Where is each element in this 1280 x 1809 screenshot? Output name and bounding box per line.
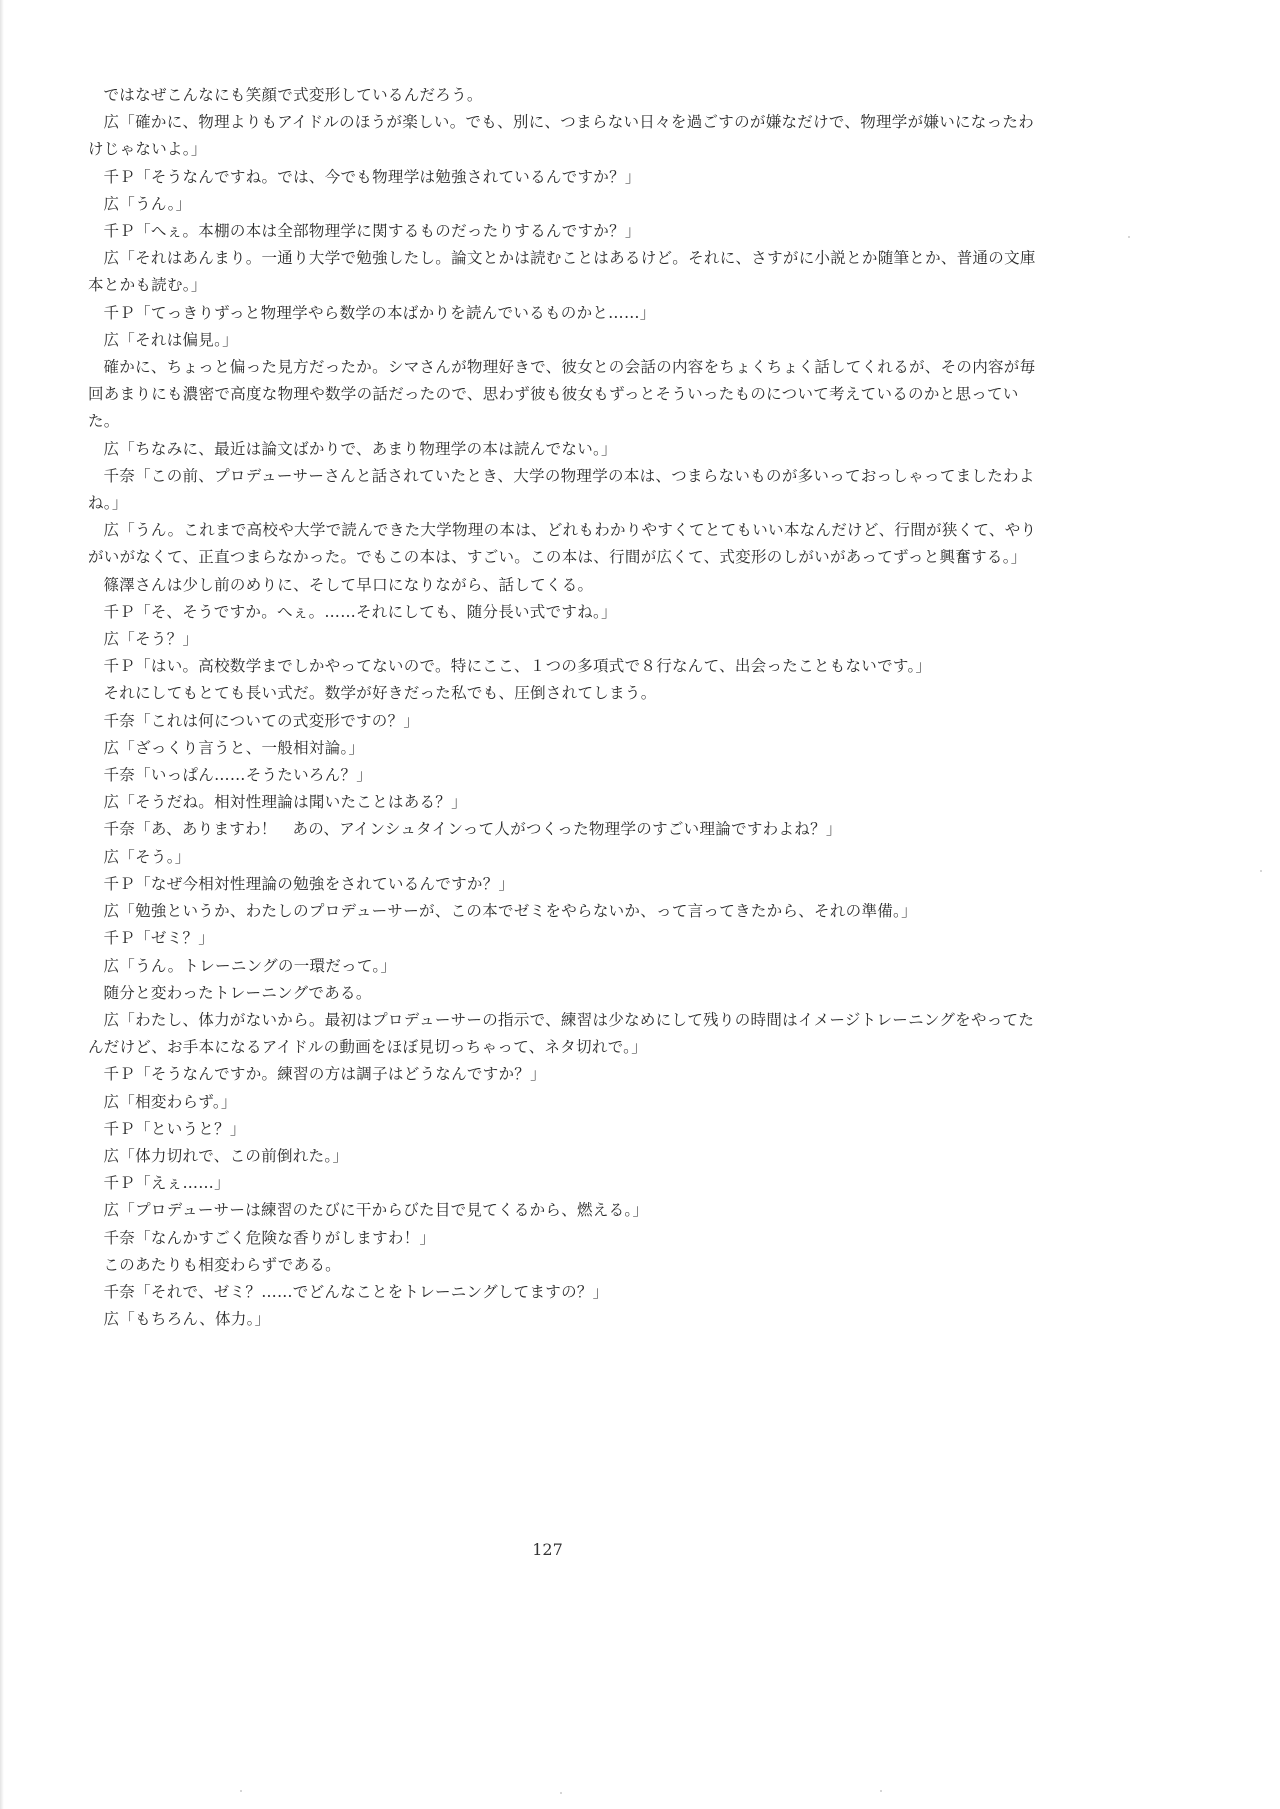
- scan-speck: [880, 1790, 882, 1792]
- text-line: 千Ｐ「ゼミ？」: [103, 929, 215, 948]
- body-text: [88, 82, 1048, 1333]
- scan-speck: [240, 1790, 242, 1792]
- page-number: 127: [532, 1540, 563, 1559]
- text-line: 広「もちろん、体力。」: [103, 1310, 271, 1329]
- text-line: 広「そう？」: [103, 630, 199, 649]
- text-line: 広「ざっくり言うと、一般相対論。」: [103, 738, 365, 757]
- text-line: 広「うん。」: [103, 194, 192, 213]
- text-line: 広「そうだね。相対性理論は聞いたことはある？」: [103, 793, 467, 812]
- text-line: 広「ちなみに、最近は論文ばかりで、あまり物理学の本は読んでない。」: [103, 439, 617, 458]
- text-line: 広「勉強というか、わたしのプロデューサーが、この本でゼミをやらないか、って言ってきたから、それの準備。」: [103, 902, 917, 921]
- text-line: 千奈「あ、ありますわ！ あの、アインシュタインって人がつくった物理学のすごい理論ですわよね？」: [103, 820, 842, 839]
- text-line: 広「うん。これまで高校や大学で読んできた大学物理の本は、どれもわかりやすくてとてもいい本なんだけど、行間が狭くて、やりがいがなくて、正直つまらなかった。でもこの本は、すごい。この本は、行間が広くて、式変形のしがいがあってずっと興奮する。」: [88, 521, 1037, 567]
- text-line: 千Ｐ「そうなんですか。練習の方は調子はどうなんですか？」: [103, 1065, 546, 1084]
- text-line: このあたりも相変わらずである。: [103, 1255, 341, 1274]
- text-line: 千奈「これは何についての式変形ですの？」: [103, 711, 420, 730]
- scan-speck: [1128, 236, 1130, 238]
- text-line: 広「それはあんまり。一通り大学で勉強したし。論文とかは読むことはあるけど。それに、さすがに小説とか随筆とか、普通の文庫本とかも読む。」: [88, 249, 1036, 295]
- scan-speck: [560, 1792, 562, 1794]
- text-line: 千Ｐ「はい。高校数学までしかやってないので。特にここ、１つの多項式で８行なんて、出会ったこともないです。」: [103, 657, 932, 676]
- text-line: 広「それは偏見。」: [103, 330, 238, 349]
- text-line: 千Ｐ「へぇ。本棚の本は全部物理学に関するものだったりするんですか？」: [103, 222, 641, 241]
- text-line: 千Ｐ「そうなんですね。では、今でも物理学は勉強されているんですか？」: [103, 167, 641, 186]
- text-line: 千Ｐ「てっきりずっと物理学やら数学の本ばかりを読んでいるものかと……」: [103, 303, 656, 322]
- text-line: 広「うん。トレーニングの一環だって。」: [103, 956, 397, 975]
- text-line: 広「体力切れで、この前倒れた。」: [103, 1146, 349, 1165]
- scan-edge: [0, 0, 4, 1809]
- text-line: 千奈「いっぱん……そうたいろん？」: [103, 766, 373, 785]
- scan-speck: [1260, 870, 1262, 872]
- text-line: 千奈「この前、プロデューサーさんと話されていたとき、大学の物理学の本は、つまらないものが多いっておっしゃってましたわよね。」: [88, 466, 1035, 513]
- text-line: ではなぜこんなにも笑顔で式変形しているんだろう。: [103, 86, 483, 104]
- text-line: 広「そう。」: [103, 847, 191, 866]
- text-line: 千奈「なんかすごく危険な香りがしますわ！」: [103, 1228, 436, 1247]
- text-line: 千Ｐ「なぜ今相対性理論の勉強をされているんですか？」: [103, 874, 515, 893]
- text-line: それにしてもとても長い式だ。数学が好きだった私でも、圧倒されてしまう。: [103, 684, 657, 703]
- text-line: 広「わたし、体力がないから。最初はプロデューサーの指示で、練習は少なめにして残りの時間はイメージトレーニングをやってたんだけど、お手本になるアイドルの動画をほぼ見切っちゃって、ネタ切れで。」: [88, 1010, 1035, 1057]
- text-line: 千Ｐ「そ、そうですか。へぇ。……それにしても、随分長い式ですね。」: [103, 602, 617, 621]
- text-line: 広「確かに、物理よりもアイドルのほうが楽しい。でも、別に、つまらない日々を過ごすのが嫌なだけで、物理学が嫌いになったわけじゃないよ。」: [88, 113, 1034, 159]
- text-line: 千Ｐ「というと？」: [103, 1119, 246, 1138]
- text-line: 広「相変わらず。」: [103, 1092, 237, 1111]
- text-line: 千Ｐ「えぇ……」: [103, 1174, 230, 1193]
- text-line: 篠澤さんは少し前のめりに、そして早口になりながら、話してくる。: [103, 575, 594, 594]
- text-line: 随分と変わったトレーニングである。: [103, 983, 372, 1002]
- text-line: 広「プロデューサーは練習のたびに干からびた目で見てくるから、燃える。」: [103, 1201, 649, 1220]
- text-line: 千奈「それで、ゼミ？……でどんなことをトレーニングしてますの？」: [103, 1282, 609, 1301]
- text-line: 確かに、ちょっと偏った見方だったか。シマさんが物理好きで、彼女との会話の内容をちょくちょく話してくれるが、その内容が毎回あまりにも濃密で高度な物理や数学の話だったので、思わず彼も彼女もずっとそういったものについて考えているのかと思っていた。: [88, 358, 1036, 431]
